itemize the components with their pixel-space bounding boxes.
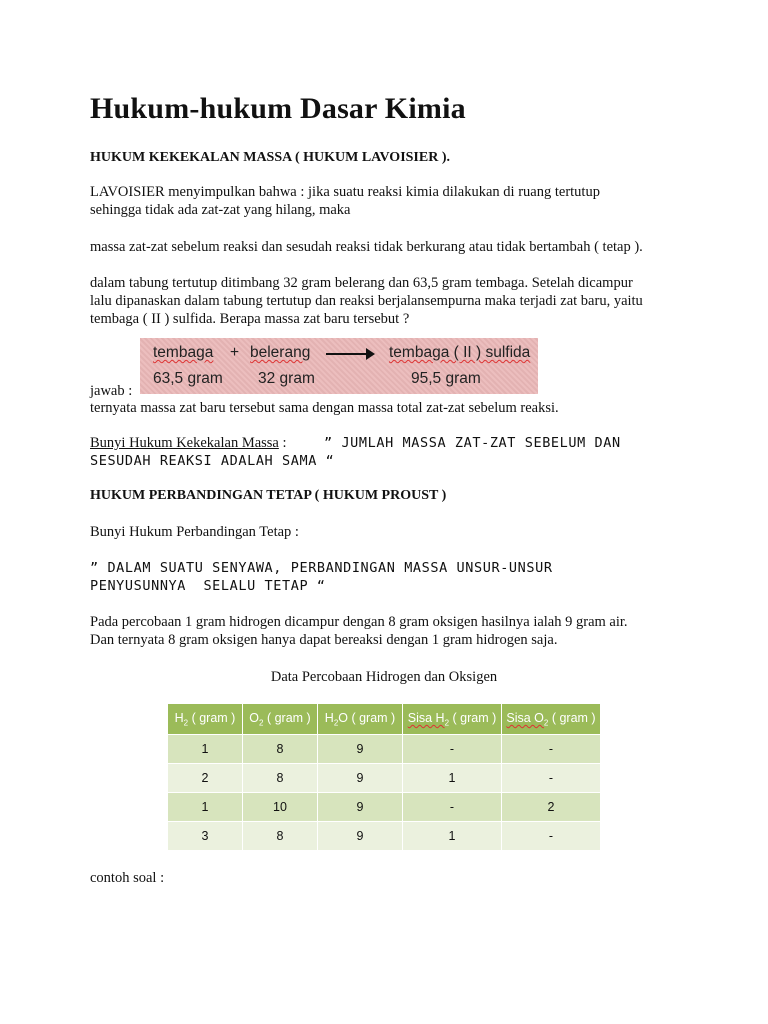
mass-sulfur: 32 gram: [258, 370, 315, 387]
header-sisa-h2: Sisa $H_2$ ( gram ): [403, 704, 502, 735]
answer-text: ternyata massa zat baru tersebut sama dengan massa total zat-zat sebelum reaksi.: [90, 400, 559, 416]
experiment-data-table: [168, 704, 601, 850]
paragraph-lavoisier-line2: sehingga tidak ada zat-zat yang hilang, maka: [90, 202, 351, 218]
table-cell: 9: [318, 735, 403, 764]
table-cell: 8: [243, 764, 318, 793]
reaction-arrowhead-icon: [366, 348, 375, 360]
header-h2o: $H_2O$ ( gram ): [318, 704, 403, 735]
table-row: [168, 793, 601, 822]
page-title: Hukum-hukum Dasar Kimia: [90, 92, 466, 125]
paragraph-example-line3: tembaga ( II ) sulfida. Berapa massa zat baru tersebut ?: [90, 311, 410, 327]
header-o2: $O_2$ ( gram ): [243, 704, 318, 735]
table-cell: 1: [403, 764, 502, 793]
paragraph-mass-statement: massa zat-zat sebelum reaksi dan sesudah reaksi tidak berkurang atau tidak bertambah ( tetap ).: [90, 239, 643, 255]
table-row: [168, 764, 601, 793]
table-cell: 1: [168, 735, 243, 764]
mass-copper: 63,5 gram: [153, 370, 223, 387]
proust-law-line2: PENYUSUNNYA SELALU TETAP “: [90, 578, 326, 594]
mass-product: 95,5 gram: [411, 370, 481, 387]
reaction-arrow-icon: [326, 353, 368, 355]
reaction-equation-box: [140, 338, 538, 394]
lavoisier-law-line1: ” JUMLAH MASSA ZAT-ZAT SEBELUM DAN: [324, 435, 621, 451]
header-h2: $H_2$ ( gram ): [168, 704, 243, 735]
paragraph-example-line2: lalu dipanaskan dalam tabung tertutup dan reaksi berjalansempurna maka terjadi zat baru, yaitu: [90, 293, 643, 309]
table-cell: -: [502, 764, 601, 793]
paragraph-example-line1: dalam tabung tertutup ditimbang 32 gram belerang dan 63,5 gram tembaga. Setelah dicampur: [90, 275, 633, 291]
example-question-label: contoh soal :: [90, 870, 165, 886]
table-cell: -: [502, 735, 601, 764]
proust-law-line1: ” DALAM SUATU SENYAWA, PERBANDINGAN MASSA UNSUR-UNSUR: [90, 560, 553, 576]
table-cell: 9: [318, 764, 403, 793]
table-cell: 3: [168, 822, 243, 851]
table-cell: -: [403, 793, 502, 822]
plus-sign: +: [230, 344, 240, 361]
lavoisier-law-line2: SESUDAH REAKSI ADALAH SAMA “: [90, 453, 335, 469]
table-cell: 1: [168, 793, 243, 822]
table-header-row: [168, 704, 601, 735]
table-cell: 9: [318, 793, 403, 822]
header-sisa-o2: Sisa $O_2$ ( gram ): [502, 704, 601, 735]
proust-paragraph-line2: Dan ternyata 8 gram oksigen hanya dapat bereaksi dengan 1 gram hidrogen saja.: [90, 632, 558, 648]
proust-paragraph-line1: Pada percobaan 1 gram hidrogen dicampur dengan 8 gram oksigen hasilnya ialah 9 gram air.: [90, 614, 628, 630]
table-cell: 2: [502, 793, 601, 822]
reactant-copper: tembaga: [153, 344, 214, 361]
table-cell: 1: [403, 822, 502, 851]
table-cell: 8: [243, 735, 318, 764]
table-cell: 10: [243, 793, 318, 822]
table-cell: 8: [243, 822, 318, 851]
table-row: [168, 735, 601, 764]
lavoisier-law-label: [90, 434, 287, 452]
heading-lavoisier: HUKUM KEKEKALAN MASSA ( HUKUM LAVOISIER ).: [90, 150, 450, 165]
proust-law-label: Bunyi Hukum Perbandingan Tetap :: [90, 524, 299, 540]
table-cell: -: [502, 822, 601, 851]
table-cell: -: [403, 735, 502, 764]
reactant-sulfur: belerang: [250, 344, 311, 361]
table-cell: 2: [168, 764, 243, 793]
answer-label: jawab :: [90, 383, 133, 399]
lavoisier-law-colon: :: [282, 435, 287, 451]
heading-proust: HUKUM PERBANDINGAN TETAP ( HUKUM PROUST ): [90, 488, 447, 503]
table-cell: 9: [318, 822, 403, 851]
lavoisier-law-label-text: Bunyi Hukum Kekekalan Massa: [90, 435, 279, 451]
table-caption: Data Percobaan Hidrogen dan Oksigen: [270, 669, 498, 685]
product-copper-sulfide: tembaga ( II ) sulfida: [389, 344, 531, 361]
paragraph-lavoisier-line1: LAVOISIER menyimpulkan bahwa : jika suatu reaksi kimia dilakukan di ruang tertutup: [90, 184, 600, 200]
table-row: [168, 822, 601, 851]
